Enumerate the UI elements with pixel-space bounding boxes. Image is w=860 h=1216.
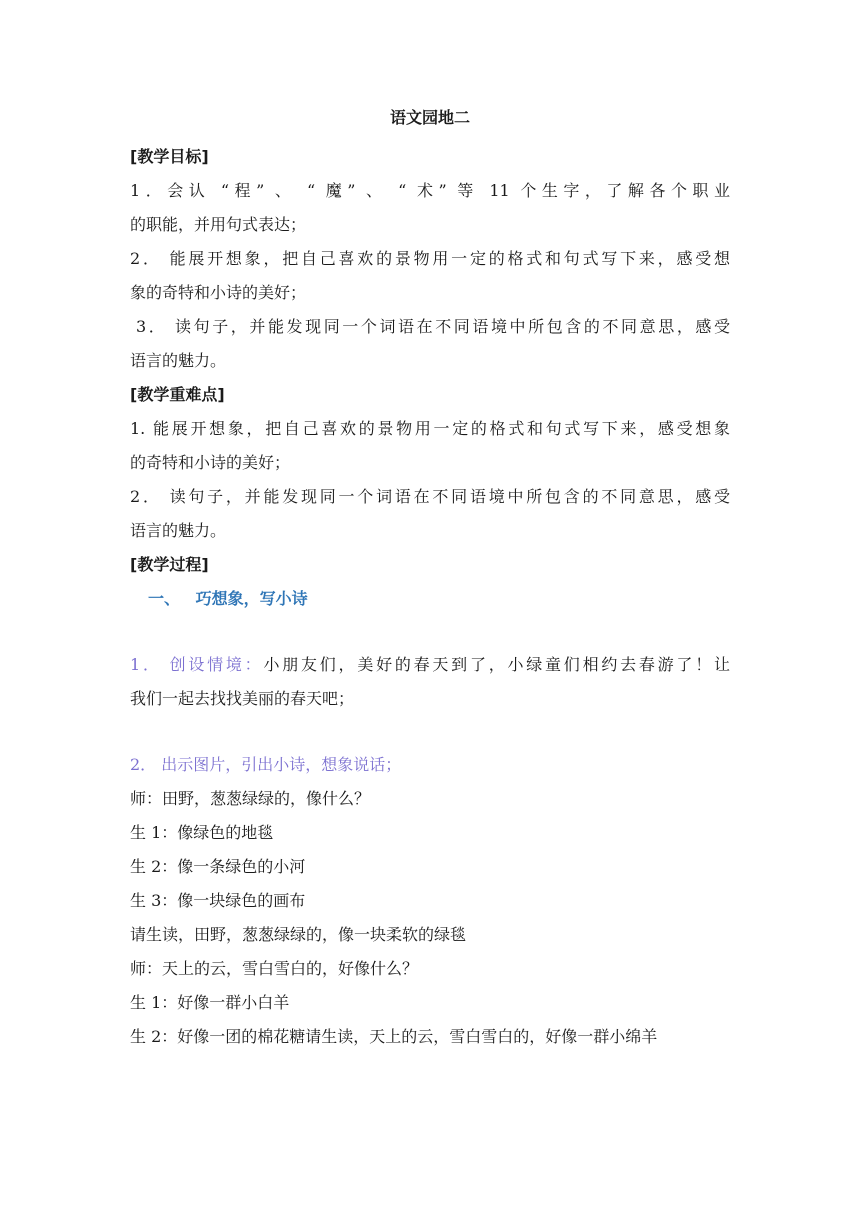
goals-heading: [教学目标] bbox=[130, 147, 209, 166]
dialog-line: 生 2：好像一团的棉花糖请生读，天上的云，雪白雪白的，好像一群小绵羊 bbox=[130, 1027, 658, 1046]
section-1-heading: 一、 巧想象，写小诗 bbox=[148, 589, 308, 608]
keypoint-2-line-1: 2． 读句子，并能发现同一个词语在不同语境中所包含的不同意思，感受 bbox=[130, 487, 730, 506]
dialog-line: 生 1：像绿色的地毯 bbox=[130, 823, 274, 842]
step-1-text: 小朋友们，美好的春天到了，小绿童们相约去春游了！让 bbox=[263, 655, 730, 674]
dialog-line: 请生读，田野，葱葱绿绿的，像一块柔软的绿毯 bbox=[130, 925, 467, 944]
keypoint-2-line-2: 语言的魅力。 bbox=[130, 521, 227, 540]
goal-3-line-1: 3． 读句子，并能发现同一个词语在不同语境中所包含的不同意思，感受 bbox=[136, 317, 730, 336]
goal-2-line-2: 象的奇特和小诗的美好； bbox=[130, 283, 307, 302]
keypoint-1-line-2: 的奇特和小诗的美好； bbox=[130, 453, 291, 472]
step-2-label: 2． 出示图片，引出小诗，想象说话； bbox=[130, 755, 402, 774]
document-title: 语文园地二 bbox=[389, 108, 470, 127]
spacer bbox=[130, 716, 730, 748]
goal-2-line-1: 2． 能展开想象，把自己喜欢的景物用一定的格式和句式写下来，感受想 bbox=[130, 249, 730, 268]
goal-1-line-1: 1．会认 “程” 、 “ 魔” 、 “ 术” 等 11 个生字，了解各个职业 bbox=[130, 181, 730, 200]
goal-1-line-2: 的职能，并用句式表达； bbox=[130, 215, 307, 234]
step-1-line-1 bbox=[130, 648, 730, 682]
dialog-line: 生 3：像一块绿色的画布 bbox=[130, 891, 306, 910]
keypoint-1-line-1: 1. 能展开想象，把自己喜欢的景物用一定的格式和句式写下来，感受想象 bbox=[130, 419, 730, 438]
dialog-line: 生 2：像一条绿色的小河 bbox=[130, 857, 306, 876]
dialog-line: 师：天上的云，雪白雪白的，好像什么？ bbox=[130, 959, 419, 978]
dialog-line: 生 1：好像一群小白羊 bbox=[130, 993, 290, 1012]
dialog-line: 师：田野，葱葱绿绿的，像什么？ bbox=[130, 789, 371, 808]
spacer bbox=[130, 616, 730, 648]
document-page bbox=[130, 108, 730, 1054]
process-heading: [教学过程] bbox=[130, 555, 209, 574]
step-1-label: 1． 创设情境： bbox=[130, 655, 264, 674]
goal-3-line-2: 语言的魅力。 bbox=[130, 351, 227, 370]
keypoints-heading: [教学重难点] bbox=[130, 385, 225, 404]
step-1-line-2: 我们一起去找找美丽的春天吧； bbox=[130, 689, 355, 708]
